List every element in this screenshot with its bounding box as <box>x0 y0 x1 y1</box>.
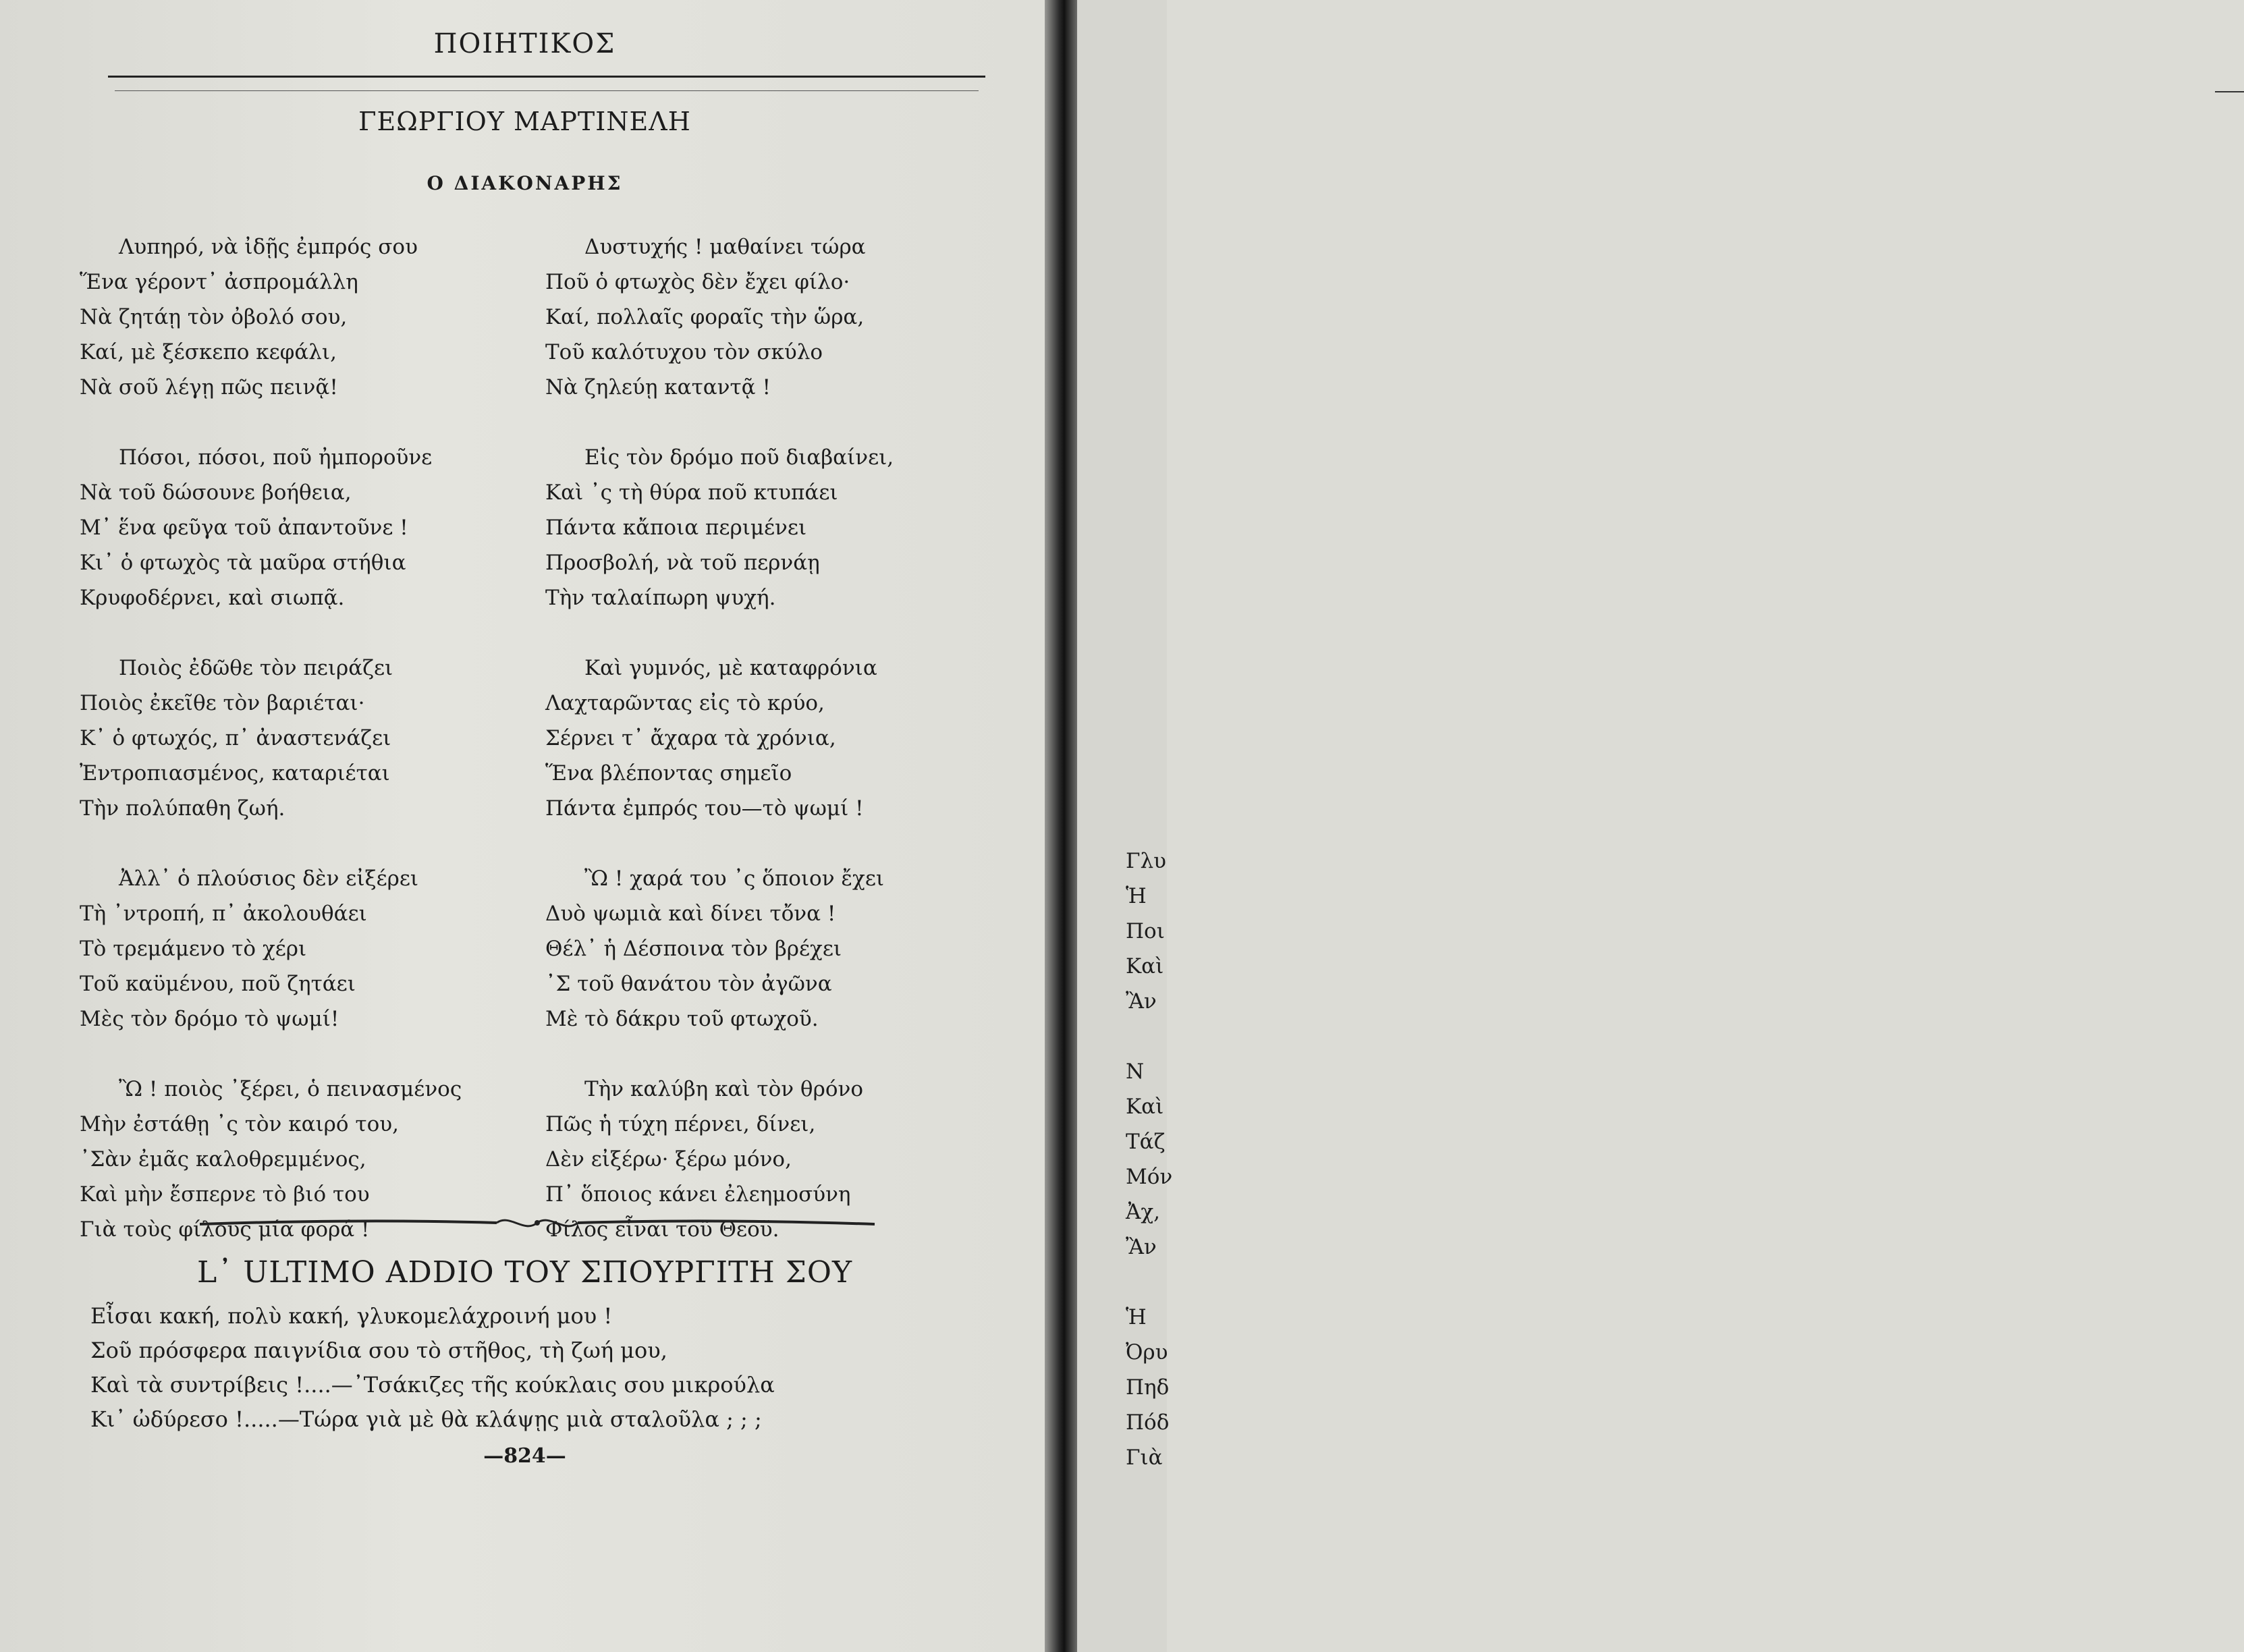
text-fragment <box>1126 1019 1167 1054</box>
verse-line: Καὶ γυμνός, μὲ καταφρόνια <box>584 656 877 680</box>
verse-line: Σοῦ πρόσφερα παιγνίδια σου τὸ στῆθος, τὴ ζωή μου, <box>90 1338 667 1363</box>
text-fragment: Ποι <box>1126 919 1165 943</box>
poem-right-column <box>545 229 977 1282</box>
verse-line: Φίλος εἶναι τοῦ Θεοῦ. <box>545 1217 779 1242</box>
text-fragment: Ἡ <box>1126 884 1147 908</box>
text-fragment: Μόν <box>1126 1165 1173 1189</box>
verse-line: Καί, πολλαῖς φοραῖς τὴν ὥρα, <box>545 305 865 329</box>
verse-line: Νὰ ζητάῃ τὸν ὀβολό σου, <box>80 305 348 329</box>
verse-line: Μὲ τὸ δάκρυ τοῦ φτωχοῦ. <box>545 1007 819 1031</box>
header-rule <box>108 76 985 78</box>
verse-line: Τὴν καλύβη καὶ τὸν θρόνο <box>584 1077 863 1101</box>
verse-line: Μὴν ἐστάθῃ ᾽ς τὸν καιρό του, <box>80 1112 399 1136</box>
verse-line: Καὶ τὰ συντρίβεις !....—᾽Τσάκιζες τῆς κούκλαις σου μικρούλα <box>90 1372 775 1398</box>
text-fragment: Πηδ <box>1126 1375 1170 1400</box>
stanza <box>80 229 512 405</box>
verse-line: Προσβολή, νὰ τοῦ περνάῃ <box>545 551 820 575</box>
verse-line: Ποῦ ὁ φτωχὸς δὲν ἔχει φίλο· <box>545 270 850 294</box>
verse-line: Ἕνα βλέποντας σημεῖο <box>545 761 792 786</box>
adjacent-header-rule <box>2215 91 2244 92</box>
verse-line: Ποιὸς ἐκεῖθε τὸν βαριέται· <box>80 691 365 715</box>
verse-line: Λαχταρῶντας εἰς τὸ κρύο, <box>545 691 825 715</box>
verse-line: Τὴν ταλαίπωρη ψυχή. <box>545 586 776 610</box>
verse-line: Καὶ ᾽ς τὴ θύρα ποῦ κτυπάει <box>545 480 838 505</box>
text-fragment: Ὀρυ <box>1126 1340 1168 1365</box>
text-fragment: Γιὰ <box>1126 1446 1163 1470</box>
text-fragment: Καὶ <box>1126 1095 1164 1119</box>
header-rule-thin <box>115 90 979 91</box>
verse-line: Δυὸ ψωμιὰ καὶ δίνει τὄνα ! <box>545 902 836 926</box>
verse-line: Τὴ ᾽ντροπή, π᾽ ἀκολουθάει <box>80 902 367 926</box>
verse-line: Κι᾽ ὠδύρεσο !.....—Τώρα γιὰ μὲ θὰ κλάψῃς μιὰ σταλοῦλα ; ; ; <box>90 1406 762 1432</box>
verse-line: Νὰ σοῦ λέγῃ πῶς πεινᾷ! <box>80 375 338 400</box>
verse-line: Ὢ ! χαρά του ᾽ς ὅποιον ἔχει <box>584 866 885 891</box>
verse-line: Π᾽ ὅποιος κάνει ἐλεημοσύνη <box>545 1182 851 1207</box>
verse-line: Θέλ᾽ ἡ Δέσποινα τὸν βρέχει <box>545 937 842 961</box>
verse-line: Μὲς τὸν δρόμο τὸ ψωμί! <box>80 1007 339 1031</box>
stanza <box>80 440 512 615</box>
text-fragment <box>1126 1265 1167 1300</box>
verse-line: Ποιὸς ἐδῶθε τὸν πειράζει <box>119 656 393 680</box>
verse-line: Γιὰ τοὺς φίλους μία φορά ! <box>80 1217 370 1242</box>
text-fragment: Ν <box>1126 1059 1145 1084</box>
verse-line: Καὶ μὴν ἔσπερνε τὸ βιό του <box>80 1182 370 1207</box>
verse-line: Δυστυχής ! μαθαίνει τώρα <box>584 235 866 259</box>
verse-line: Κι᾽ ὁ φτωχὸς τὰ μαῦρα στήθια <box>80 551 406 575</box>
text-fragment: Γλυ <box>1126 849 1167 873</box>
verse-line: Λυπηρό, νὰ ἰδῇς ἐμπρός σου <box>119 235 418 259</box>
stanza <box>545 440 977 615</box>
verse-line: Πάντα ἐμπρός του—τὸ ψωμί ! <box>545 796 864 821</box>
text-fragment: Ἀχ, <box>1126 1200 1161 1224</box>
verse-line: Δὲν εἰξέρω· ξέρω μόνο, <box>545 1147 792 1172</box>
verse-line: Κ᾽ ὁ φτωχός, π᾽ ἀναστενάζει <box>80 726 391 750</box>
verse-line: Εἶσαι κακή, πολὺ κακή, γλυκομελάχροινή μου ! <box>90 1303 613 1329</box>
verse-line: Νὰ ζηλεύῃ καταντᾷ ! <box>545 375 771 400</box>
text-fragment: Καὶ <box>1126 954 1164 979</box>
adjacent-page-fragments <box>1126 844 1173 1475</box>
verse-line: Εἰς τὸν δρόμο ποῦ διαβαίνει, <box>584 445 894 470</box>
verse-line: Τοῦ καλότυχου τὸν σκύλο <box>545 340 823 364</box>
stanza <box>545 651 977 826</box>
stanza <box>80 651 512 826</box>
second-poem-title: L᾽ ULTIMO ADDIO ΤΟΥ ΣΠΟΥΡΓΙΤΗ ΣΟΥ <box>196 1255 853 1290</box>
verse-line: Καί, μὲ ξέσκεπο κεφάλι, <box>80 340 337 364</box>
verse-line: Κρυφοδέρνει, καὶ σιωπᾷ. <box>80 586 345 610</box>
verse-line: Πόσοι, πόσοι, ποῦ ἠμποροῦνε <box>119 445 433 470</box>
verse-line: Ἀλλ᾽ ὁ πλούσιος δὲν εἰξέρει <box>119 866 419 891</box>
author-name: ΓΕΩΡΓΙΟΥ ΜΑΡΤΙΝΕΛΗ <box>358 107 691 136</box>
verse-line: ᾽Σ τοῦ θανάτου τὸν ἀγῶνα <box>545 972 832 996</box>
verse-line: ᾽Σὰν ἐμᾶς καλοθρεμμένος, <box>80 1147 366 1172</box>
verse-line: Τὸ τρεμάμενο τὸ χέρι <box>80 937 307 961</box>
text-fragment: Πόδ <box>1126 1410 1170 1435</box>
stanza <box>80 861 512 1037</box>
ornamental-rule <box>200 1211 875 1238</box>
verse-line: Ἐντροπιασμένος, καταριέται <box>80 761 390 786</box>
text-fragment: Τάζ <box>1126 1130 1166 1154</box>
verse-line: Πάντα κἄποια περιμένει <box>545 516 807 540</box>
second-poem <box>90 1299 968 1437</box>
text-fragment: Ἂν <box>1126 1235 1157 1259</box>
text-fragment: Ἂν <box>1126 989 1157 1014</box>
verse-line: Νὰ τοῦ δώσουνε βοήθεια, <box>80 480 352 505</box>
book-gutter <box>1045 0 1077 1652</box>
verse-line: Ὢ ! ποιὸς ᾽ξέρει, ὁ πεινασμένος <box>119 1077 462 1101</box>
verse-line: Σέρνει τ᾽ ἄχαρα τὰ χρόνια, <box>545 726 836 750</box>
verse-line: Τὴν πολύπαθη ζωή. <box>80 796 285 821</box>
verse-line: Μ᾽ ἕνα φεῦγα τοῦ ἀπαντοῦνε ! <box>80 516 408 540</box>
running-head: ΠΟΙΗΤΙΚΟΣ <box>433 28 616 59</box>
poem-left-column <box>80 229 512 1282</box>
stanza <box>545 229 977 405</box>
verse-line: Τοῦ καϋμένου, ποῦ ζητάει <box>80 972 356 996</box>
page-number: —824— <box>483 1444 566 1468</box>
text-fragment: Ἡ <box>1126 1305 1147 1329</box>
book-page <box>0 0 1049 1652</box>
verse-line: Πῶς ἡ τύχη πέρνει, δίνει, <box>545 1112 816 1136</box>
stanza <box>545 861 977 1037</box>
verse-line: Ἕνα γέροντ᾽ ἀσπρομάλλη <box>80 270 358 294</box>
poem-title: Ο ΔΙΑΚΟΝΑΡΗΣ <box>427 172 623 194</box>
